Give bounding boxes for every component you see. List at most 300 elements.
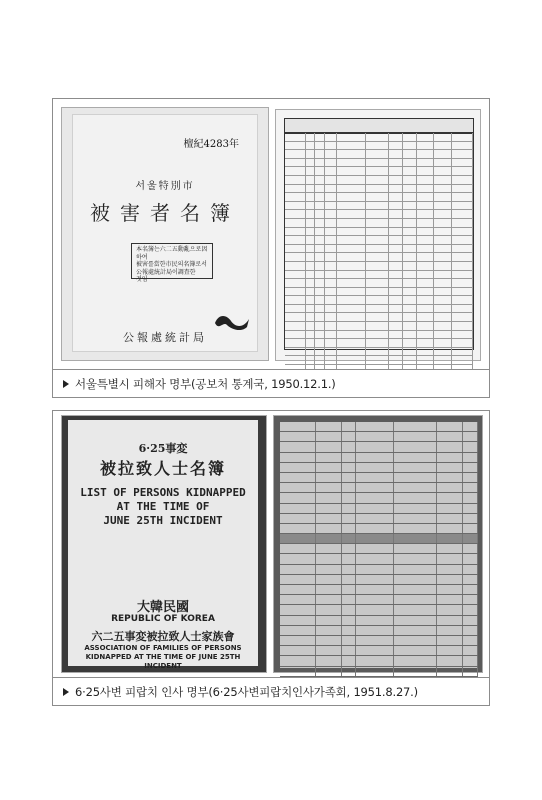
list-cell <box>394 667 437 676</box>
list-cell <box>316 493 342 502</box>
register-cell <box>285 142 306 150</box>
register-cell <box>403 253 417 261</box>
register-cell <box>403 142 417 150</box>
register-cell <box>417 331 435 339</box>
register-cell <box>389 271 403 279</box>
register-cell <box>417 142 435 150</box>
register-cell <box>285 271 306 279</box>
register-cell <box>337 202 366 210</box>
list-cell <box>394 504 437 513</box>
list-cell <box>463 554 478 563</box>
list-cell <box>280 442 316 451</box>
register-row <box>285 339 473 348</box>
list-cell <box>316 667 342 676</box>
register-cell <box>285 262 306 270</box>
register-cell <box>434 219 452 227</box>
register-cell <box>285 210 306 218</box>
register-cell <box>306 236 314 244</box>
list-cell <box>437 605 463 614</box>
list-cell <box>437 565 463 574</box>
register-cell <box>306 159 314 167</box>
register-cell <box>389 167 403 175</box>
list-cell <box>356 554 394 563</box>
list-cell <box>316 473 342 482</box>
register-cell <box>337 210 366 218</box>
register-cell <box>306 348 314 356</box>
register-cell <box>337 236 366 244</box>
list-cell <box>437 544 463 553</box>
register-cell <box>306 313 314 321</box>
register-cell <box>306 305 314 313</box>
register-cell <box>403 150 417 158</box>
list-cell <box>356 595 394 604</box>
register-cell <box>366 185 389 193</box>
list-cell <box>342 554 357 563</box>
register-row <box>285 262 473 271</box>
list-cell <box>342 667 357 676</box>
list-cover-title-hanja: 被拉致人士名簿 <box>99 459 226 478</box>
register-cell <box>417 150 435 158</box>
register-cell <box>417 210 435 218</box>
stamp-line: 本名簿는六二五動亂으로因하여 <box>136 246 208 261</box>
register-cell <box>337 279 366 287</box>
register-row <box>285 305 473 314</box>
list-cell <box>463 616 478 625</box>
list-cell <box>394 463 437 472</box>
list-cell <box>342 534 357 543</box>
register-cell <box>366 331 389 339</box>
register-cell <box>366 339 389 347</box>
register-row <box>285 202 473 211</box>
register-cell <box>389 356 403 364</box>
register-cell <box>366 313 389 321</box>
list-cell <box>463 514 478 523</box>
register-cell <box>403 193 417 201</box>
register-cell <box>389 228 403 236</box>
register-cell <box>434 167 452 175</box>
figure-1 <box>52 98 490 398</box>
register-row <box>285 236 473 245</box>
list-cell <box>316 575 342 584</box>
list-cell <box>342 473 357 482</box>
register-cell <box>285 193 306 201</box>
list-cell <box>394 626 437 635</box>
register-cell <box>325 305 337 313</box>
list-cover-page <box>68 420 258 670</box>
list-cell <box>280 493 316 502</box>
register-cell <box>285 305 306 313</box>
register-cell <box>434 288 452 296</box>
register-cell <box>315 228 325 236</box>
register-cell <box>306 253 314 261</box>
register-cell <box>325 296 337 304</box>
register-cell <box>417 348 435 356</box>
list-cell <box>356 565 394 574</box>
list-cell <box>394 432 437 441</box>
list-cell <box>437 514 463 523</box>
register-cell <box>417 219 435 227</box>
register-cell <box>417 279 435 287</box>
list-row <box>280 422 478 432</box>
register-cell <box>452 331 473 339</box>
register-cell <box>403 348 417 356</box>
register-table <box>284 132 474 350</box>
list-cell <box>356 493 394 502</box>
register-cell <box>434 356 452 364</box>
register-cell <box>366 262 389 270</box>
country-en: REPUBLIC OF KOREA <box>111 614 215 624</box>
register-cell <box>452 176 473 184</box>
list-cell <box>280 656 316 665</box>
list-page-photo <box>273 415 483 673</box>
register-row <box>285 313 473 322</box>
list-cell <box>342 636 357 645</box>
register-cell <box>417 313 435 321</box>
register-cell <box>285 176 306 184</box>
register-cell <box>325 176 337 184</box>
register-cell <box>417 167 435 175</box>
stamp-line: 公報處統計局이調査한 <box>136 268 196 276</box>
register-cell <box>417 339 435 347</box>
register-cell <box>325 210 337 218</box>
register-cell <box>285 339 306 347</box>
register-cell <box>403 296 417 304</box>
list-row <box>280 544 478 554</box>
register-cell <box>403 339 417 347</box>
register-cell <box>315 271 325 279</box>
register-cell <box>403 176 417 184</box>
list-cell <box>463 442 478 451</box>
register-cell <box>389 305 403 313</box>
register-cell <box>285 348 306 356</box>
list-row <box>280 646 478 656</box>
list-cell <box>356 646 394 655</box>
register-cell <box>285 236 306 244</box>
register-cell <box>306 133 314 141</box>
list-cell <box>280 616 316 625</box>
list-cell <box>463 422 478 431</box>
list-cell <box>394 605 437 614</box>
register-cell <box>306 322 314 330</box>
register-cell <box>403 271 417 279</box>
list-cell <box>342 463 357 472</box>
association-hanja: 六二五事変被拉致人士家族會 <box>91 630 235 643</box>
list-cell <box>463 544 478 553</box>
list-cell <box>356 534 394 543</box>
register-cell <box>325 133 337 141</box>
register-cell <box>315 322 325 330</box>
register-cell <box>403 185 417 193</box>
list-cell <box>316 636 342 645</box>
register-cell <box>452 279 473 287</box>
register-cell <box>366 279 389 287</box>
list-cell <box>437 453 463 462</box>
register-row <box>285 253 473 262</box>
register-page-photo <box>275 109 481 361</box>
register-cell <box>337 305 366 313</box>
register-cell <box>325 271 337 279</box>
register-cell <box>306 228 314 236</box>
register-cell <box>417 296 435 304</box>
register-cell <box>366 228 389 236</box>
register-cell <box>403 210 417 218</box>
list-cell <box>463 493 478 502</box>
register-cell <box>366 219 389 227</box>
list-cell <box>316 585 342 594</box>
register-row <box>285 142 473 151</box>
register-cell <box>389 262 403 270</box>
list-cell <box>463 656 478 665</box>
register-cell <box>315 159 325 167</box>
list-cell <box>280 667 316 676</box>
register-cell <box>285 279 306 287</box>
title-en-line: LIST OF PERSONS KIDNAPPED <box>80 486 246 499</box>
register-cell <box>285 253 306 261</box>
register-cell <box>452 202 473 210</box>
register-cell <box>285 288 306 296</box>
booklet-title: 被害者名簿 <box>90 201 240 225</box>
list-cell <box>316 504 342 513</box>
register-cell <box>337 150 366 158</box>
list-cell <box>394 483 437 492</box>
list-cell <box>394 473 437 482</box>
register-cell <box>434 150 452 158</box>
register-cell <box>325 236 337 244</box>
caption-2: 6·25사변 피랍치 인사 명부(6·25사변피랍치인사가족회, 1951.8.27.) <box>75 684 418 699</box>
register-cell <box>306 185 314 193</box>
list-cell <box>280 483 316 492</box>
register-cell <box>315 185 325 193</box>
register-cell <box>285 331 306 339</box>
register-cell <box>325 202 337 210</box>
list-cell <box>394 544 437 553</box>
list-row <box>280 442 478 452</box>
register-cell <box>403 331 417 339</box>
register-cell <box>325 167 337 175</box>
list-cell <box>437 483 463 492</box>
list-cell <box>342 524 357 533</box>
register-cell <box>389 288 403 296</box>
register-cell <box>337 331 366 339</box>
register-cell <box>306 142 314 150</box>
list-cell <box>394 595 437 604</box>
register-cell <box>325 219 337 227</box>
list-cell <box>463 575 478 584</box>
list-cell <box>316 544 342 553</box>
register-cell <box>452 167 473 175</box>
list-cell <box>342 422 357 431</box>
register-row <box>285 331 473 340</box>
register-cell <box>306 193 314 201</box>
register-cell <box>452 356 473 364</box>
list-cell <box>342 432 357 441</box>
register-cell <box>417 271 435 279</box>
register-cell <box>306 339 314 347</box>
list-cell <box>342 483 357 492</box>
register-cell <box>325 288 337 296</box>
list-cell <box>394 656 437 665</box>
list-cell <box>316 483 342 492</box>
register-cell <box>315 245 325 253</box>
register-cell <box>434 245 452 253</box>
register-cell <box>285 245 306 253</box>
register-cell <box>337 296 366 304</box>
list-cell <box>342 646 357 655</box>
register-cell <box>306 245 314 253</box>
list-cell <box>342 575 357 584</box>
register-cell <box>417 176 435 184</box>
list-cell <box>280 565 316 574</box>
register-cell <box>337 313 366 321</box>
list-cell <box>356 585 394 594</box>
list-row <box>280 626 478 636</box>
register-cell <box>403 219 417 227</box>
list-cell <box>316 605 342 614</box>
list-cell <box>463 646 478 655</box>
list-cell <box>342 514 357 523</box>
register-cell <box>325 245 337 253</box>
register-cell <box>403 236 417 244</box>
list-cell <box>356 626 394 635</box>
list-cell <box>463 667 478 676</box>
list-cell <box>463 432 478 441</box>
register-cell <box>337 133 366 141</box>
list-cell <box>316 514 342 523</box>
register-cell <box>337 245 366 253</box>
list-cell <box>437 636 463 645</box>
list-cell <box>356 422 394 431</box>
register-cell <box>403 305 417 313</box>
list-row <box>280 595 478 605</box>
register-cell <box>366 142 389 150</box>
register-cell <box>306 296 314 304</box>
caption-1: 서울특별시 피해자 명부(공보처 통계국, 1950.12.1.) <box>75 376 336 391</box>
register-cell <box>337 176 366 184</box>
list-row <box>280 534 478 544</box>
register-row <box>285 228 473 237</box>
register-cell <box>325 348 337 356</box>
register-cell <box>389 133 403 141</box>
register-cell <box>452 296 473 304</box>
register-cell <box>389 331 403 339</box>
register-cell <box>315 193 325 201</box>
register-cell <box>366 159 389 167</box>
register-cell <box>325 331 337 339</box>
list-cell <box>437 473 463 482</box>
list-row <box>280 524 478 534</box>
list-cell <box>356 432 394 441</box>
register-cell <box>306 356 314 364</box>
list-cell <box>280 422 316 431</box>
list-cell <box>463 605 478 614</box>
register-cell <box>306 202 314 210</box>
register-cell <box>306 288 314 296</box>
register-cell <box>315 210 325 218</box>
register-cell <box>315 202 325 210</box>
register-cell <box>434 193 452 201</box>
register-cell <box>315 348 325 356</box>
register-cell <box>434 142 452 150</box>
list-cell <box>280 473 316 482</box>
register-cell <box>403 313 417 321</box>
register-cell <box>325 185 337 193</box>
list-cell <box>280 463 316 472</box>
caption-bullet-icon <box>63 688 69 696</box>
register-cell <box>452 348 473 356</box>
register-cell <box>366 150 389 158</box>
register-cell <box>452 150 473 158</box>
register-cell <box>315 150 325 158</box>
list-cell <box>463 453 478 462</box>
list-cover-title-en <box>76 486 250 528</box>
booklet-publisher: 公報處統計局 <box>123 331 207 344</box>
list-row <box>280 463 478 473</box>
register-cell <box>315 296 325 304</box>
register-cell <box>417 193 435 201</box>
register-cell <box>389 348 403 356</box>
register-cell <box>366 296 389 304</box>
list-cell <box>394 453 437 462</box>
register-cell <box>337 159 366 167</box>
list-cover-date: 6·25事変 <box>138 442 188 455</box>
list-row <box>280 616 478 626</box>
list-cell <box>316 534 342 543</box>
register-cell <box>417 305 435 313</box>
register-cell <box>366 253 389 261</box>
register-cell <box>452 313 473 321</box>
register-cell <box>315 176 325 184</box>
register-row <box>285 322 473 331</box>
register-cell <box>434 305 452 313</box>
list-cell <box>356 524 394 533</box>
register-cell <box>434 159 452 167</box>
register-cell <box>366 245 389 253</box>
register-cell <box>434 339 452 347</box>
list-cell <box>437 493 463 502</box>
register-cell <box>403 202 417 210</box>
register-cell <box>434 176 452 184</box>
register-cell <box>434 271 452 279</box>
register-cell <box>306 167 314 175</box>
list-cell <box>342 493 357 502</box>
register-cell <box>337 262 366 270</box>
list-cell <box>342 504 357 513</box>
register-cell <box>337 271 366 279</box>
register-cell <box>403 322 417 330</box>
list-cell <box>356 575 394 584</box>
register-row <box>285 150 473 159</box>
list-cell <box>356 636 394 645</box>
register-cell <box>417 253 435 261</box>
register-cell <box>285 228 306 236</box>
register-cell <box>337 339 366 347</box>
register-cell <box>389 339 403 347</box>
list-cell <box>316 524 342 533</box>
register-cell <box>417 228 435 236</box>
list-cell <box>463 524 478 533</box>
register-cell <box>285 150 306 158</box>
register-cell <box>434 322 452 330</box>
list-cell <box>280 626 316 635</box>
list-row <box>280 656 478 666</box>
list-cell <box>280 554 316 563</box>
caption-bullet-icon <box>63 380 69 388</box>
register-cell <box>434 185 452 193</box>
list-cell <box>437 554 463 563</box>
register-cell <box>366 356 389 364</box>
register-cell <box>389 219 403 227</box>
list-cell <box>437 656 463 665</box>
